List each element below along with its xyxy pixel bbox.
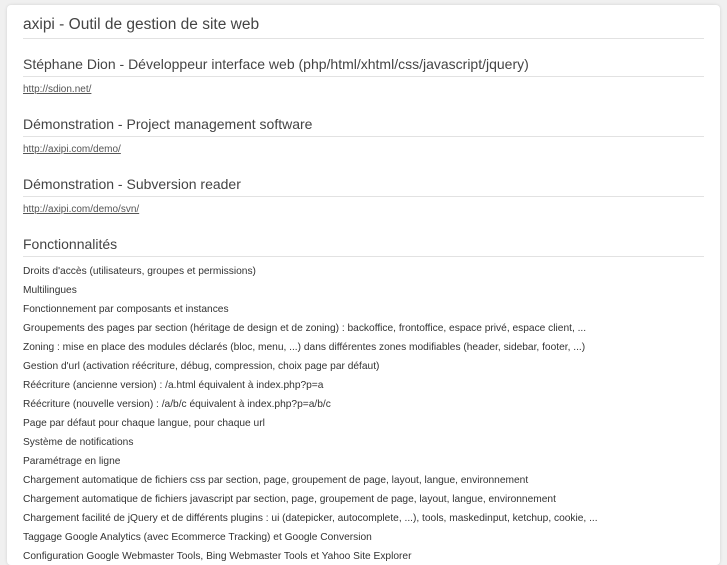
- feature-item: Chargement facilité de jQuery et de différents plugins : ui (datepicker, autocomplete, ...), tools, maskedinput, ketchup, cookie, ...: [23, 513, 598, 524]
- feature-item: Chargement automatique de fichiers javascript par section, page, groupement de page, layout, langue, environnement: [23, 494, 556, 505]
- section-author: [23, 56, 704, 96]
- site-title: axipi - Outil de gestion de site web: [23, 5, 704, 39]
- feature-item: Configuration Google Webmaster Tools, Bing Webmaster Tools et Yahoo Site Explorer: [23, 551, 412, 562]
- feature-item: Taggage Google Analytics (avec Ecommerce Tracking) et Google Conversion: [23, 532, 372, 543]
- feature-item: Multilingues: [23, 285, 77, 296]
- section-demo-svn: [23, 176, 704, 216]
- author-link[interactable]: http://sdion.net/: [23, 84, 92, 95]
- feature-item: Groupements des pages par section (héritage de design et de zoning) : backoffice, frontoffice, espace privé, espace client, ...: [23, 323, 587, 334]
- section-demo-project: [23, 116, 704, 156]
- main-content: [23, 5, 704, 565]
- demo-project-link[interactable]: http://axipi.com/demo/: [23, 144, 121, 155]
- feature-item: Page par défaut pour chaque langue, pour chaque url: [23, 418, 265, 429]
- section-title-demo-svn: Démonstration - Subversion reader: [23, 176, 704, 197]
- page-container: [7, 5, 720, 565]
- section-features: [23, 236, 704, 565]
- feature-item: Système de notifications: [23, 437, 134, 448]
- feature-item: Réécriture (ancienne version) : /a.html équivalent à index.php?p=a: [23, 380, 324, 391]
- feature-item: Zoning : mise en place des modules déclarés (bloc, menu, ...) dans différentes zones modifiables (header, sidebar, footer, ...): [23, 342, 586, 353]
- section-title-author: Stéphane Dion - Développeur interface web (php/html/xhtml/css/javascript/jquery): [23, 56, 704, 77]
- feature-item: Chargement automatique de fichiers css par section, page, groupement de page, layout, langue, environnement: [23, 475, 529, 486]
- section-title-features: Fonctionnalités: [23, 236, 704, 257]
- feature-item: Fonctionnement par composants et instances: [23, 304, 229, 315]
- feature-item: Paramétrage en ligne: [23, 456, 121, 467]
- feature-item: Droits d'accès (utilisateurs, groupes et permissions): [23, 266, 256, 277]
- demo-svn-link[interactable]: http://axipi.com/demo/svn/: [23, 204, 140, 215]
- features-list: [23, 262, 704, 565]
- feature-item: Réécriture (nouvelle version) : /a/b/c équivalent à index.php?p=a/b/c: [23, 399, 331, 410]
- section-title-demo-project: Démonstration - Project management software: [23, 116, 704, 137]
- feature-item: Gestion d'url (activation réécriture, débug, compression, choix page par défaut): [23, 361, 380, 372]
